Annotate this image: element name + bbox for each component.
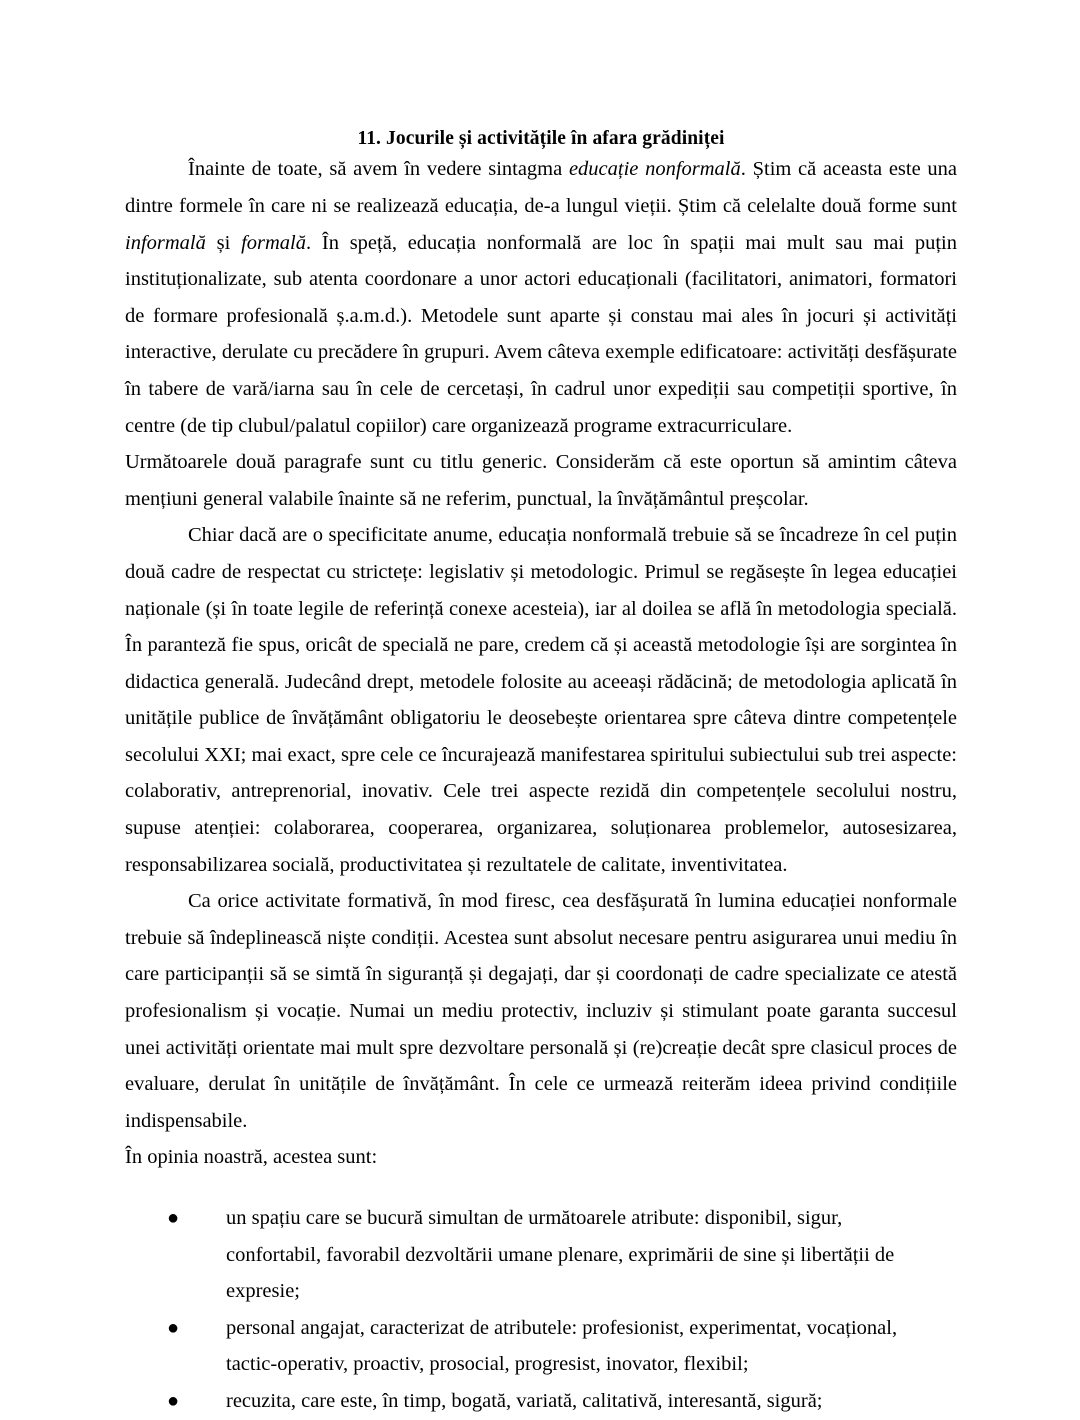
bullet-dot-icon: ● xyxy=(166,1389,180,1412)
paragraph-4: Ca orice activitate formativă, în mod firesc, cea desfășurată în lumina educației nonformale trebuie să îndeplinească niște condiții. Acestea sunt absolut necesare pentru asigurarea unui mediu în care participanții să se simtă în siguranță și degajați, dar și coordonați de cadre specializate ce atestă profesionalism și vocație. Numai un mediu protectiv, incluziv și stimulant poate garanta succesul unei activități orientate mai mult spre dezvoltare personală și (re)creație decât spre clasicul proces de evaluare, derulat în unitățile de învățământ. În cele ce urmează reiterăm ideea privind condițiile indispensabile. xyxy=(125,890,957,1132)
paragraph-3: Chiar dacă are o specificitate anume, educația nonformală trebuie să se încadreze în cel puțin două cadre de respectat cu strictețe: legislativ și metodologic. Primul se regăsește în legea educației naționale (și în toate legile de referință conexe acesteia), iar al doilea se află în metodologia specială. În paranteză fie spus, oricât de specială ne pare, credem că și această metodologie își are sorgintea în didactica generală. Judecând drept, metodele folosite au aceeași rădăcină; de metodologia aplicată în unitățile publice de învățământ obligatoriu le deosebește orientarea spre câteva dintre competențele secolului XXI; mai exact, spre cele ce încurajează manifestarea spiritului subiectului sub trei aspecte: colaborativ, antreprenorial, inovativ. Cele trei aspecte rezidă din competențele secolului nostru, supuse atenției: colaborarea, cooperarea, organizarea, soluționarea problemelor, autosesizarea, responsabilizarea socială, productivitatea și rezultatele de calitate, inventivitatea. xyxy=(125,524,957,876)
list-item xyxy=(163,1383,923,1420)
bullet-dot-icon: ● xyxy=(166,1316,180,1339)
list-item xyxy=(163,1310,923,1383)
paragraph-5: În opinia noastră, acestea sunt: xyxy=(125,1146,378,1169)
paragraph-2: Următoarele două paragrafe sunt cu titlu generic. Considerăm că este oportun să amintim câteva mențiuni general valabile înainte să ne referim, punctual, la învățământul preșcolar. xyxy=(125,451,957,510)
list-item-text: personal angajat, caracterizat de atributele: profesionist, experimentat, vocațional, tactic-operativ, proactiv, prosocial, progresist, inovator, flexibil; xyxy=(226,1316,898,1376)
document-body xyxy=(125,0,957,1420)
page-title: 11. Jocurile și activitățile în afara grădiniței xyxy=(357,128,725,149)
emphasized-text: formală xyxy=(241,231,306,254)
paragraph-1: Înainte de toate, să avem în vedere sintagma educație nonformală. Știm că aceasta este una dintre formele în care ni se realizează educația, de-a lungul vieții. Știm că celelalte două forme sunt informală și formală. În speță, educația nonformală are loc în spații mai mult sau mai puțin instituționalizate, sub atenta coordonare a unor actori educaționali (facilitatori, animatori, formatori de formare profesională ș.a.m.d.). Metodele sunt aparte și constau mai ales în jocuri și activități interactive, derulate cu precădere în grupuri. Avem câteva exemple edificatoare: activități desfășurate în tabere de vară/iarna sau în cele de cercetași, în cadrul unor expediții sau competiții sportive, în centre (de tip clubul/palatul copiilor) care organizează programe extracurriculare. xyxy=(125,158,957,437)
list-item-text: recuzita, care este, în timp, bogată, variată, calitativă, interesantă, sigură; xyxy=(226,1389,823,1412)
emphasized-text: informală xyxy=(125,231,206,254)
list-item-text: un spațiu care se bucură simultan de următoarele atribute: disponibil, sigur, confortabil, favorabil dezvoltării umane plenare, exprimării de sine și libertății de expresie; xyxy=(226,1207,895,1303)
emphasized-text: educație nonformală xyxy=(568,158,741,181)
list-item xyxy=(163,1200,923,1310)
conditions-list xyxy=(125,1200,957,1420)
bullet-dot-icon: ● xyxy=(166,1207,180,1229)
